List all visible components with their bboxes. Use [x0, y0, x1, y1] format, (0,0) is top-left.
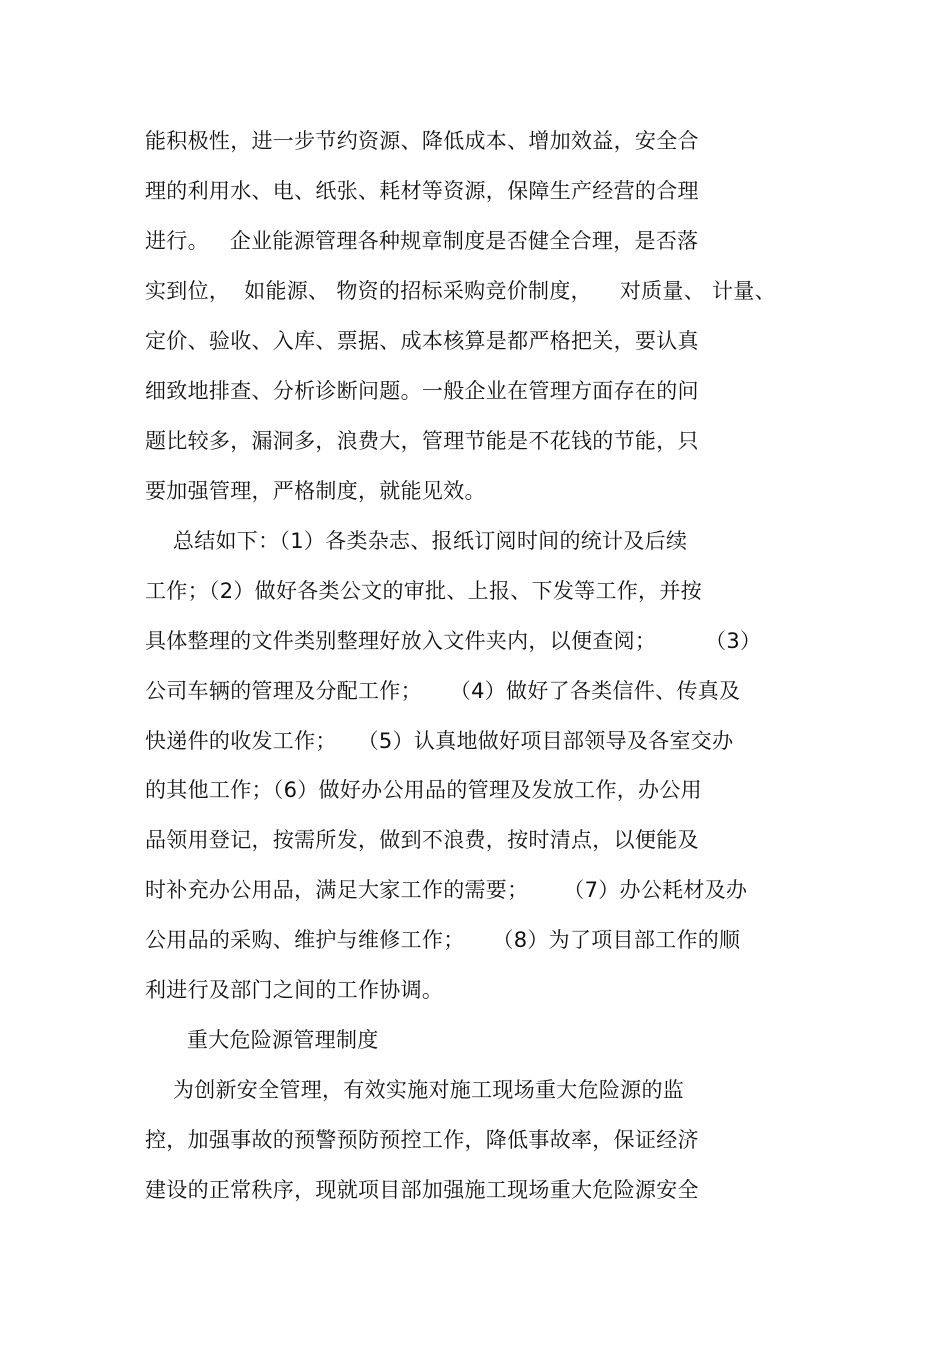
text-line: 工作；（2）做好各类公文的审批、上报、下发等工作，并按: [145, 579, 702, 603]
text-line: 具体整理的文件类别整理好放入文件夹内，以便查阅； （3）: [145, 629, 762, 653]
text-line: 公司车辆的管理及分配工作； （4）做好了各类信件、传真及: [145, 679, 741, 703]
text-line: 总结如下：（1）各类杂志、报纸订阅时间的统计及后续: [145, 529, 688, 553]
text-line: 时补充办公用品，满足大家工作的需要； （7）办公耗材及办: [145, 878, 748, 902]
text-line: 控，加强事故的预警预防预控工作，降低事故率，保证经济: [145, 1128, 699, 1152]
text-line: 为创新安全管理，有效实施对施工现场重大危险源的监: [145, 1078, 685, 1102]
text-line: 快递件的收发工作； （5）认真地做好项目部领导及各室交办: [145, 729, 734, 753]
text-line: 实到位， 如能源、 物资的招标采购竞价制度， 对质量、 计量、: [145, 279, 776, 303]
text-line: 要加强管理，严格制度，就能见效。: [145, 479, 486, 503]
text-line: 的其他工作；（6）做好办公用品的管理及发放工作，办公用: [145, 778, 702, 802]
section-heading: 重大危险源管理制度: [145, 1028, 379, 1052]
text-line: 定价、验收、入库、票据、成本核算是都严格把关，要认真: [145, 329, 699, 353]
text-line: 品领用登记，按需所发，做到不浪费，按时清点，以便能及: [145, 828, 699, 852]
text-line: 建设的正常秩序，现就项目部加强施工现场重大危险源安全: [145, 1178, 699, 1202]
text-line: 利进行及部门之间的工作协调。: [145, 978, 444, 1002]
text-line: 能积极性，进一步节约资源、降低成本、增加效益，安全合: [145, 129, 699, 153]
text-line: 细致地排查、分析诊断问题。一般企业在管理方面存在的问: [145, 379, 699, 403]
text-line: 进行。 企业能源管理各种规章制度是否健全合理，是否落: [145, 229, 699, 253]
text-line: 公用品的采购、维护与维修工作； （8）为了项目部工作的顺: [145, 928, 741, 952]
text-line: 题比较多，漏洞多，浪费大，管理节能是不花钱的节能，只: [145, 429, 699, 453]
text-line: 理的利用水、电、纸张、耗材等资源，保障生产经营的合理: [145, 179, 699, 203]
